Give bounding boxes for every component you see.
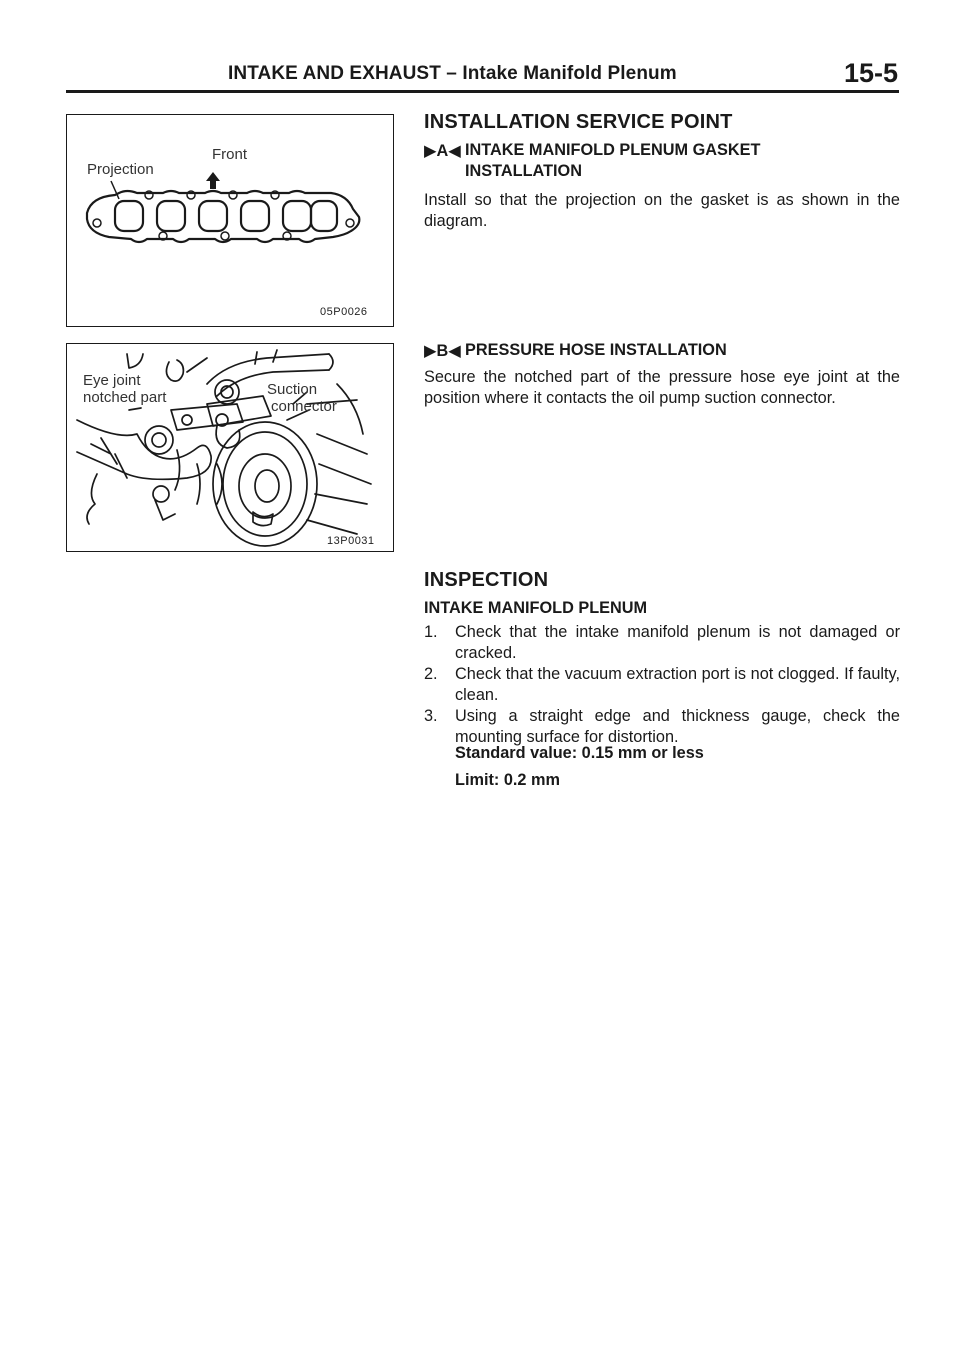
list-item-text: Check that the intake manifold plenum is not damaged or cracked. bbox=[455, 623, 900, 662]
page-number: 15-5 bbox=[843, 58, 898, 88]
inspection-heading: INSPECTION bbox=[424, 569, 549, 591]
eye-joint-label: Eye joint bbox=[83, 372, 141, 389]
connector-label: connector bbox=[271, 398, 337, 415]
gasket-figure bbox=[66, 114, 394, 327]
figure-code: 13P0031 bbox=[327, 535, 375, 547]
list-item-number: 2. bbox=[424, 665, 438, 683]
inspection-subheading: INTAKE MANIFOLD PLENUM bbox=[424, 599, 648, 617]
front-arrow-icon bbox=[206, 172, 220, 189]
marker-a-symbol: ▶A◀ bbox=[424, 142, 461, 160]
marker-a-title-line2: INSTALLATION bbox=[465, 162, 582, 180]
list-item bbox=[424, 706, 900, 748]
notched-part-label: notched part bbox=[83, 389, 167, 406]
section-title: INTAKE AND EXHAUST – Intake Manifold Plenum bbox=[228, 63, 677, 84]
list-item-text: Check that the vacuum extraction port is not clogged. If faulty, clean. bbox=[455, 665, 900, 704]
marker-b bbox=[424, 341, 727, 361]
front-label: Front bbox=[212, 146, 248, 163]
list-item bbox=[424, 622, 900, 664]
list-item-number: 1. bbox=[424, 623, 438, 641]
installation-heading: INSTALLATION SERVICE POINT bbox=[424, 111, 733, 133]
inspection-list bbox=[424, 622, 900, 748]
list-item bbox=[424, 664, 900, 706]
marker-a-body: Install so that the projection on the gasket is as shown in the diagram. bbox=[424, 191, 900, 230]
figure-code: 05P0026 bbox=[320, 306, 368, 318]
limit-value: Limit: 0.2 mm bbox=[455, 771, 560, 789]
list-item-number: 3. bbox=[424, 707, 438, 725]
projection-label: Projection bbox=[87, 161, 154, 178]
header-rule bbox=[66, 90, 899, 93]
marker-b-body: Secure the notched part of the pressure hose eye joint at the position where it contacts the oil pump suction connector. bbox=[424, 368, 900, 407]
marker-a-title-line1: INTAKE MANIFOLD PLENUM GASKET bbox=[465, 141, 761, 159]
marker-b-title: PRESSURE HOSE INSTALLATION bbox=[465, 341, 727, 359]
list-item-text: Using a straight edge and thickness gauge, check the mounting surface for distortion. bbox=[455, 707, 900, 746]
suction-label: Suction bbox=[267, 381, 318, 398]
standard-value: Standard value: 0.15 mm or less bbox=[455, 744, 704, 762]
marker-a bbox=[424, 141, 761, 180]
pressure-hose-figure bbox=[66, 343, 394, 552]
marker-b-symbol: ▶B◀ bbox=[424, 342, 461, 360]
page-header bbox=[0, 58, 960, 98]
